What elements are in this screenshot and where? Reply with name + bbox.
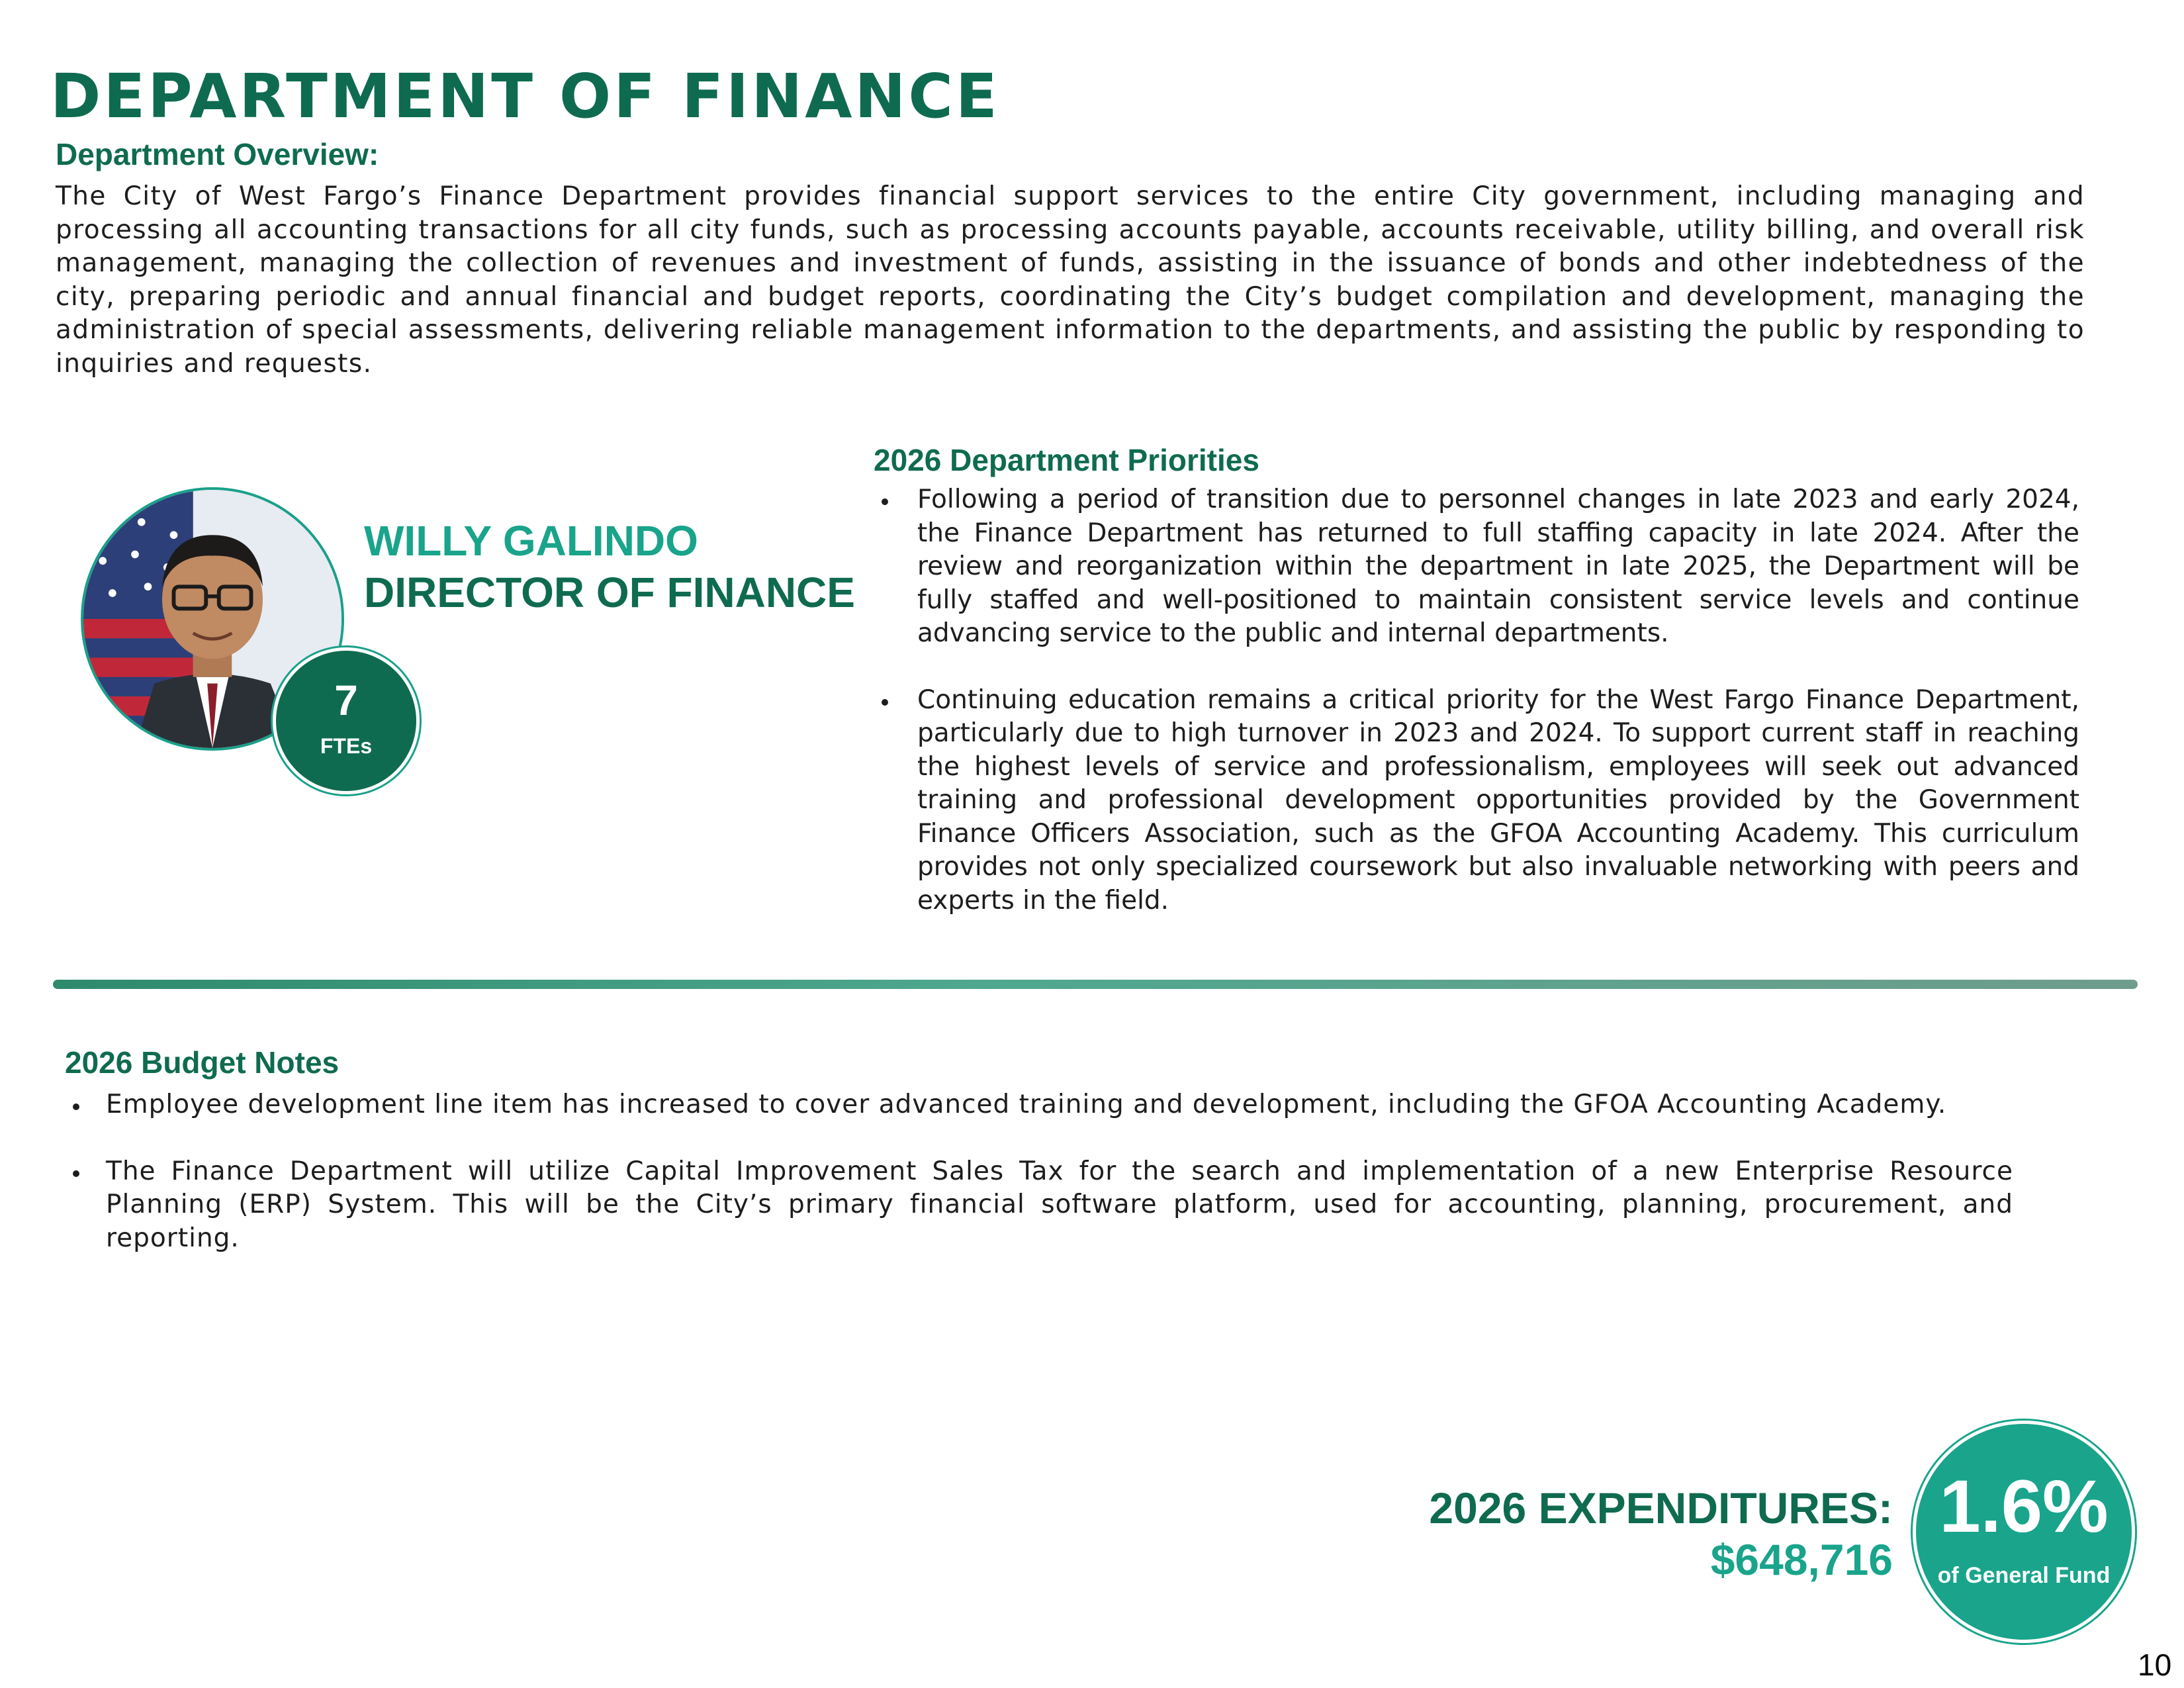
priority-text: Following a period of transition due to personnel changes in late 2023 and early 2024, the Finance Department has returned to full staffing capacity in late 2024. After the review and reorganization within the department in late 2025, the Department will be fully staffed and well-positioned to maintain consistent service levels and continue advancing service to the public and internal departments. bbox=[917, 485, 2079, 648]
fte-badge bbox=[273, 647, 420, 794]
general-fund-percent-badge bbox=[1913, 1421, 2135, 1643]
overview-paragraph: The City of West Fargo’s Finance Department provides financial support services to the entire City government, including managing and processing all accounting transactions for all city funds, such as processing accounts payable, accounts receivable, utility billing, and overall risk management, managing the collection of revenues and investment of funds, assisting in the issuance of bonds and other indebtedness of the city, preparing periodic and annual financial and budget reports, coordinating the City’s budget compilation and development, managing the administration of special assessments, delivering reliable management information to the departments, and assisting the public by responding to inquiries and requests. bbox=[56, 181, 2085, 379]
expenditures-amount: $648,716 bbox=[1710, 1535, 1893, 1584]
priorities-heading: 2026 Department Priorities bbox=[874, 443, 1259, 477]
priorities-list bbox=[874, 483, 2079, 951]
overview-heading: Department Overview: bbox=[56, 137, 379, 171]
bullet-icon bbox=[882, 699, 888, 706]
bullet-icon bbox=[73, 1103, 79, 1110]
budget-notes-heading: 2026 Budget Notes bbox=[65, 1045, 340, 1080]
list-item bbox=[874, 684, 2079, 918]
section-divider bbox=[53, 980, 2138, 989]
expenditures-label: 2026 EXPENDITURES: bbox=[1429, 1483, 1893, 1532]
budget-note-text: Employee development line item has increased to cover advanced training and development, including the GFOA Accounting Academy. bbox=[106, 1090, 1947, 1119]
list-item bbox=[65, 1088, 2013, 1122]
list-item bbox=[65, 1155, 2013, 1256]
budget-notes-list bbox=[65, 1088, 2013, 1288]
budget-note-text: The Finance Department will utilize Capital Improvement Sales Tax for the search and implementation of a new Enterprise Resource Planning (ERP) System. This will be the City’s primary financial software platform, used for accounting, planning, procurement, and reporting. bbox=[106, 1156, 2013, 1253]
director-name: WILLY GALINDO bbox=[364, 517, 698, 565]
page-title: DEPARTMENT OF FINANCE bbox=[50, 61, 1000, 132]
bullet-icon bbox=[73, 1170, 79, 1177]
percent-label: of General Fund bbox=[1937, 1563, 2111, 1588]
list-item bbox=[874, 483, 2079, 651]
bullet-icon bbox=[882, 498, 888, 505]
fte-label: FTEs bbox=[320, 734, 373, 758]
percent-value: 1.6% bbox=[1939, 1465, 2109, 1548]
priority-text: Continuing education remains a critical priority for the West Fargo Finance Department, particularly due to high turnover in 2023 and 2024. To support current staff in reaching the highest levels of service and professionalism, employees will seek out advanced training and professional development opportunities provided by the Government Finance Officers Association, such as the GFOA Accounting Academy. This curriculum provides not only specialized coursework but also invaluable networking with peers and experts in the field. bbox=[917, 684, 2079, 915]
director-title: DIRECTOR OF FINANCE bbox=[364, 569, 855, 616]
fte-count: 7 bbox=[334, 677, 358, 724]
page-number: 10 bbox=[2138, 1648, 2172, 1682]
